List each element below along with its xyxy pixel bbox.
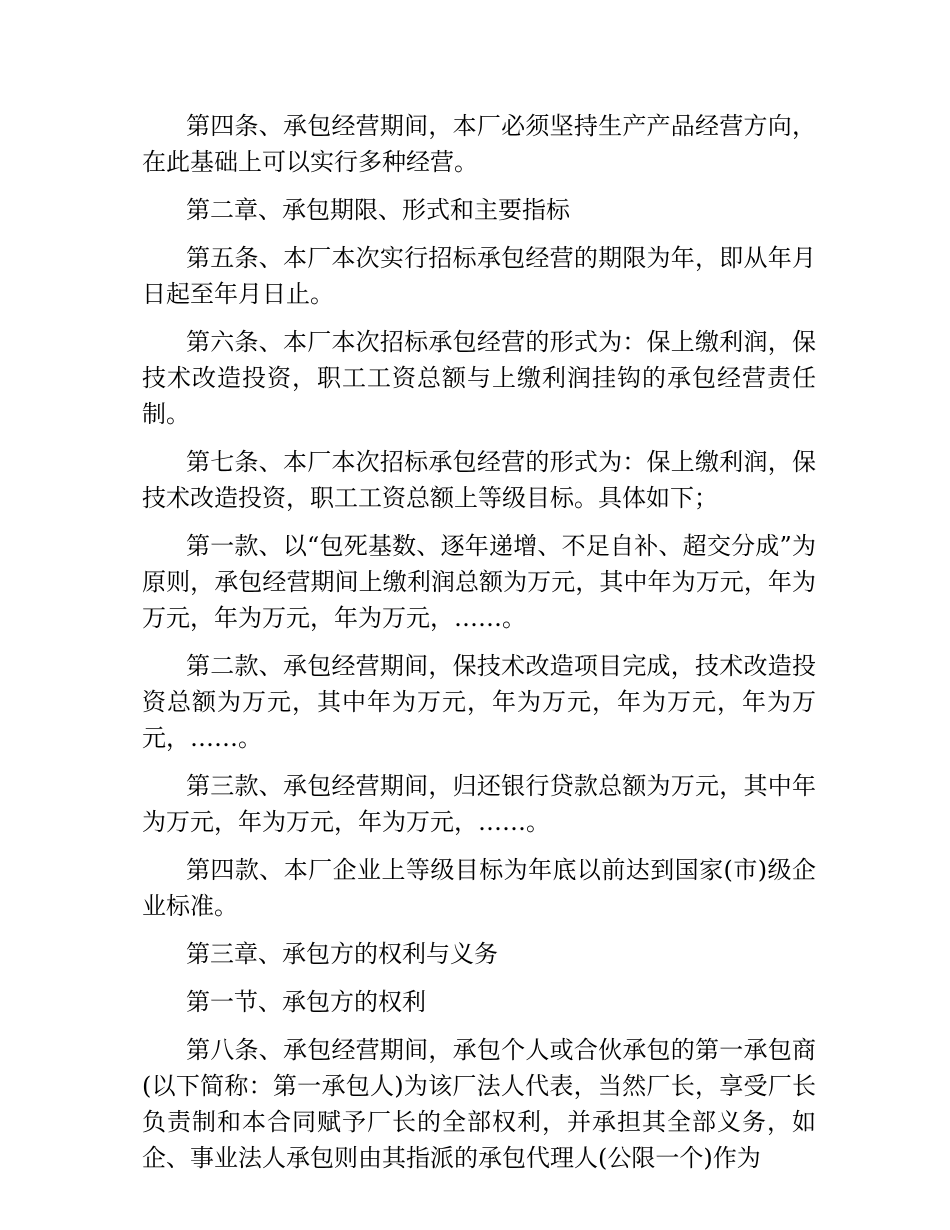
article-4-paragraph: 第四条、承包经营期间，本厂必须坚持生产产品经营方向，在此基础上可以实行多种经营。 xyxy=(142,112,816,176)
chapter-2-heading: 第二章、承包期限、形式和主要指标 xyxy=(186,196,570,224)
article-8-paragraph: 第八条、承包经营期间，承包个人或合伙承包的第一承包商(以下简称：第一承包人)为该厂法人代表，当然厂长，享受厂长负责制和本合同赋予厂长的全部权利，并承担其全部义务，如企、事业法人承包则由其指派的承包代理人(公限一个)作为 xyxy=(142,1036,816,1172)
article-7-paragraph: 第七条、本厂本次招标承包经营的形式为：保上缴利润，保技术改造投资，职工工资总额上等级目标。具体如下； xyxy=(142,448,816,512)
clause-3-paragraph: 第三款、承包经营期间，归还银行贷款总额为万元，其中年为万元，年为万元，年为万元，……。 xyxy=(142,772,816,836)
section-1-heading: 第一节、承包方的权利 xyxy=(186,988,426,1016)
chapter-3-heading: 第三章、承包方的权利与义务 xyxy=(186,940,498,968)
clause-4-paragraph: 第四款、本厂企业上等级目标为年底以前达到国家(市)级企业标准。 xyxy=(142,856,816,920)
document-body xyxy=(142,108,816,1188)
clause-2-paragraph: 第二款、承包经营期间，保技术改造项目完成，技术改造投资总额为万元，其中年为万元，年为万元，年为万元，年为万元，……。 xyxy=(142,652,816,752)
article-6-paragraph: 第六条、本厂本次招标承包经营的形式为：保上缴利润，保技术改造投资，职工工资总额与上缴利润挂钩的承包经营责任制。 xyxy=(142,328,816,428)
article-5-paragraph: 第五条、本厂本次实行招标承包经营的期限为年，即从年月日起至年月日止。 xyxy=(142,244,816,308)
clause-1-paragraph: 第一款、以“包死基数、逐年递增、不足自补、超交分成”为原则，承包经营期间上缴利润总额为万元，其中年为万元，年为万元，年为万元，年为万元，……。 xyxy=(142,532,816,632)
